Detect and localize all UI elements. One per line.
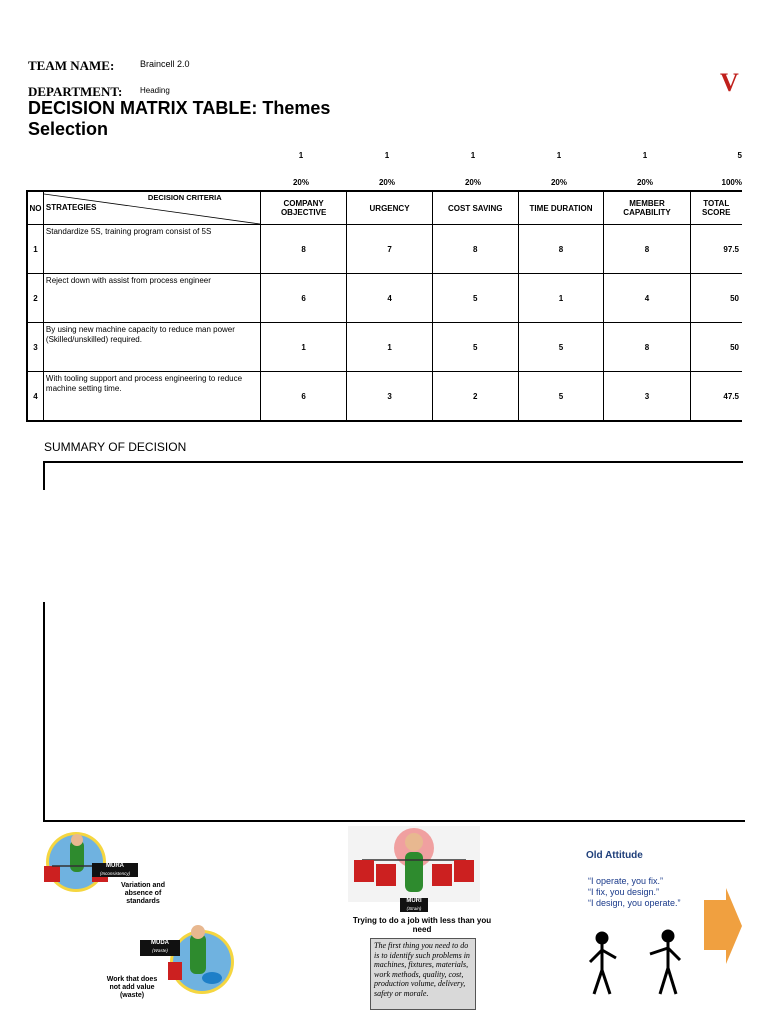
score-cell: 5 [432,323,518,372]
muda-caption: Work that does not add value (waste) [106,976,158,999]
weight-value: 1 [384,151,390,160]
row-number: 3 [27,323,43,372]
score-cell: 7 [347,225,433,274]
muri-sub: (Strain) [406,906,422,911]
weight-value: 1 [642,151,648,160]
score-cell: 8 [604,323,690,372]
strategy-cell: With tooling support and process engineering to reduce machine setting time. [43,372,260,422]
score-cell: 3 [347,372,433,422]
muda-label: MUDA [151,940,169,946]
total-score-cell: 97.5 [690,225,742,274]
score-cell: 1 [347,323,433,372]
mura-label: MURA [106,863,124,869]
decision-matrix-table [26,190,742,422]
attitude-quote: “I fix, you design.” [588,887,660,897]
weight-value: 1 [470,151,476,160]
muri-figure-icon [348,826,480,902]
total-score-cell: 50 [690,274,742,323]
table-row [27,372,742,422]
muda-figure-icon [164,922,236,998]
muri-note: The first thing you need to do is to identify such problems in machines, fixtures, materials, work methods, quality, cost, production volume, delivery, safety or morale. [370,938,476,1010]
weight-percent: 20% [378,178,395,187]
mura-sub: (Inconsistency) [99,871,131,876]
stick-figures-icon [586,924,686,1000]
criteria-header: DECISION CRITERIA [147,193,222,202]
weight-percent: 20% [292,178,309,187]
weight-percent: 20% [550,178,567,187]
arrow-right-icon [704,888,742,964]
score-cell: 6 [261,274,347,323]
mura-caption: Variation and absence of standards [121,882,165,905]
score-cell: 1 [518,274,604,323]
orange-arrow [704,888,742,964]
attitude-quote: “I operate, you fix.” [588,876,664,886]
score-cell: 8 [604,225,690,274]
weight-value: 1 [298,151,304,160]
weight-percent: 20% [636,178,653,187]
weights-header [258,148,742,190]
total-score-cell: 50 [690,323,742,372]
score-cell: 4 [604,274,690,323]
mura-badge [92,863,138,877]
score-cell: 5 [432,274,518,323]
strategy-cell: By using new machine capacity to reduce man power (Skilled/unskilled) required. [43,323,260,372]
score-cell: 8 [518,225,604,274]
criteria-strategies-header [43,191,260,225]
no-header: NO [27,191,43,225]
company-logo: V [720,68,739,97]
column-header-total: TOTAL SCORE [690,191,742,225]
strategy-cell: Standardize 5S, training program consist of 5S [43,225,260,274]
attitude-quote: “I design, you operate.” [588,898,681,908]
team-name-label: TEAM NAME: [28,58,115,73]
page-title: DECISION MATRIX TABLE: Themes Selection [28,98,331,136]
table-row [27,274,742,323]
column-header: URGENCY [347,191,433,225]
summary-box [43,462,745,822]
strategies-header: STRATEGIES [45,203,97,212]
score-cell: 2 [432,372,518,422]
weight-percent: 20% [464,178,481,187]
weight-value: 1 [556,151,562,160]
row-number: 2 [27,274,43,323]
old-attitude-title: Old Attitude [586,850,643,861]
department-label: DEPARTMENT: [28,84,123,99]
column-header: TIME DURATION [518,191,604,225]
score-cell: 8 [432,225,518,274]
summary-box-gap [42,490,46,602]
row-number: 1 [27,225,43,274]
muda-sub: (Waste) [152,948,168,953]
muri-badge [400,898,428,912]
summary-title: SUMMARY OF DECISION [44,440,187,454]
score-cell: 3 [604,372,690,422]
stick-figures [586,924,686,1000]
muda-badge [140,940,180,956]
table-row [27,323,742,372]
score-cell: 5 [518,372,604,422]
team-name-value: Braincell 2.0 [140,59,190,69]
column-header: MEMBER CAPABILITY [604,191,690,225]
score-cell: 6 [261,372,347,422]
score-cell: 8 [261,225,347,274]
weight-total: 5 [737,151,742,160]
row-number: 4 [27,372,43,422]
muda-illustration [164,922,236,998]
muri-illustration [348,826,480,902]
muri-label: MURI [406,898,422,904]
column-header: COST SAVING [432,191,518,225]
table-row [27,225,742,274]
score-cell: 5 [518,323,604,372]
weight-percent-total: 100% [721,178,742,187]
table-header-row [27,191,742,225]
department-value: Heading [140,86,170,95]
muri-caption: Trying to do a job with less than you need [352,916,492,934]
total-score-cell: 47.5 [690,372,742,422]
score-cell: 1 [261,323,347,372]
strategy-cell: Reject down with assist from process engineer [43,274,260,323]
column-header: COMPANY OBJECTIVE [261,191,347,225]
score-cell: 4 [347,274,433,323]
